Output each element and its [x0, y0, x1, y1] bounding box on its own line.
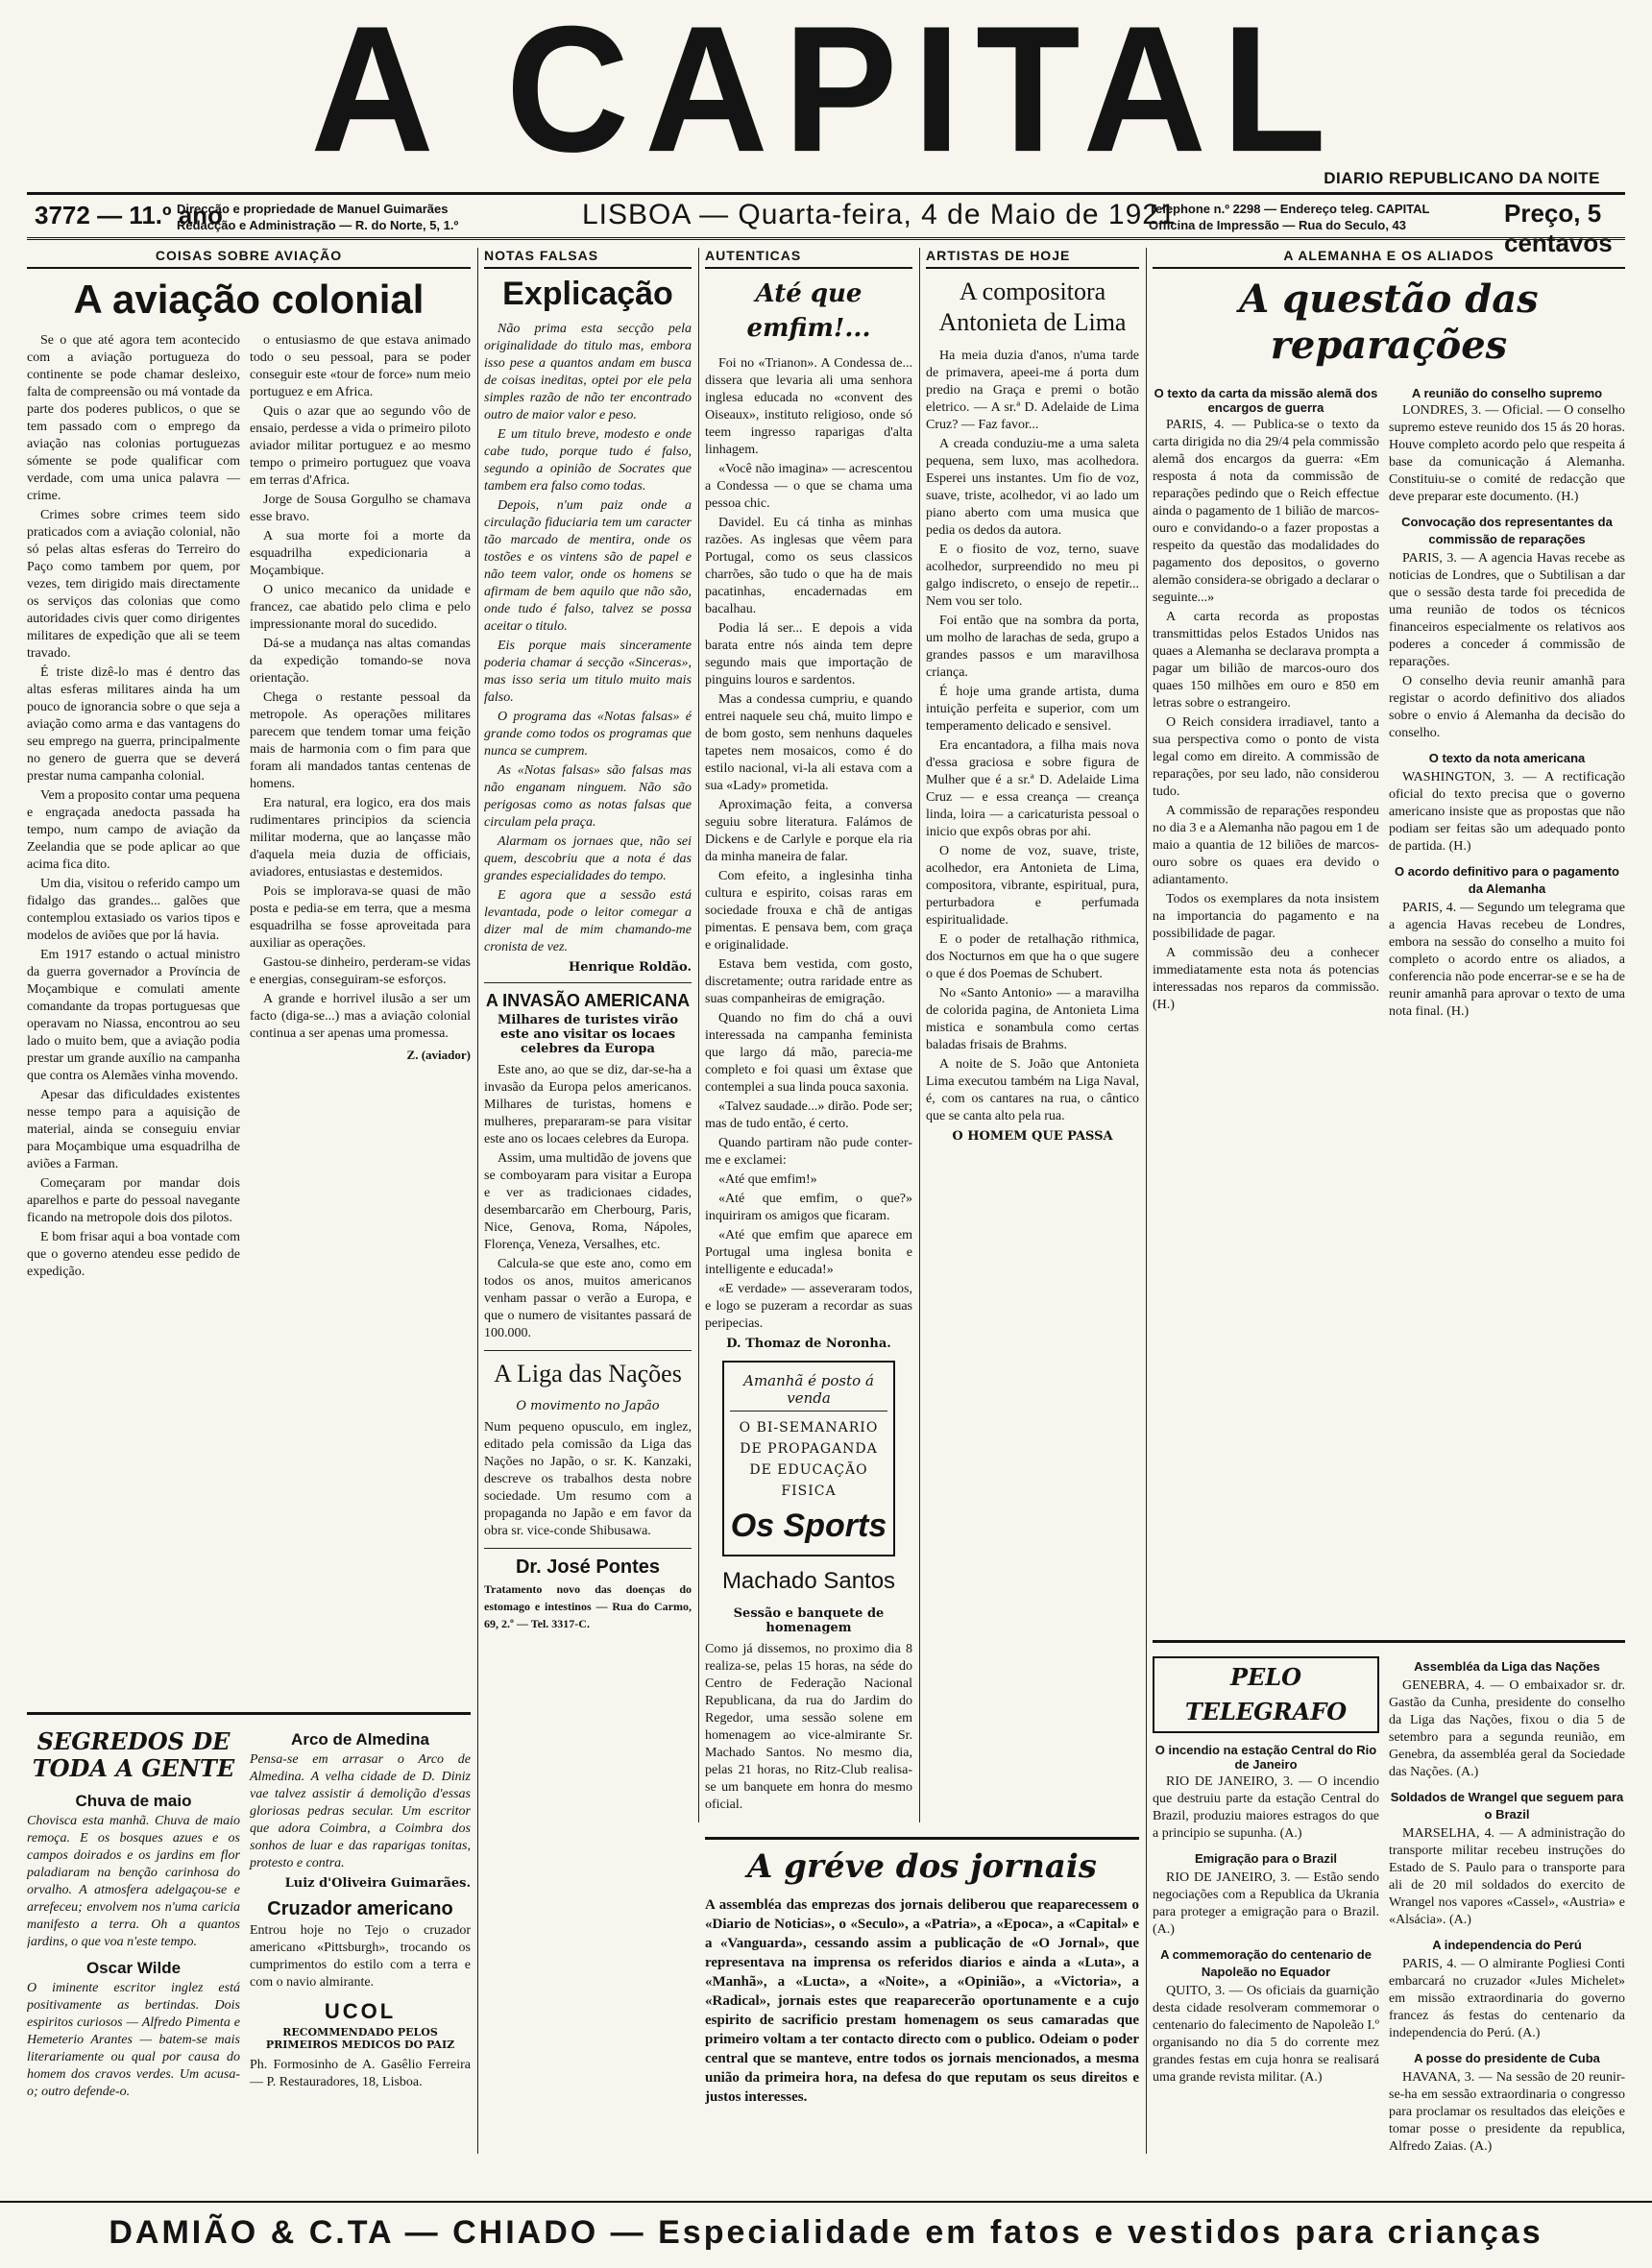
- paragraph: Um dia, visitou o referido campo um fidalgo das grandes... galões que contemplou extasiado os varios tipos e modelos de aviões que por lá havia.: [27, 877, 240, 943]
- ucol-body: Ph. Formosinho de A. Gasêlio Ferreira — P. Restauradores, 18, Lisboa.: [250, 2058, 471, 2089]
- bottom-advertisement: DAMIÃO & C.TA — CHIADO — Especialidade em fatos e vestidos para crianças: [109, 2214, 1543, 2251]
- paragraph: Mas a condessa cumpriu, e quando entrei naquele seu chá, muito limpo e de bom gosto, sem nenhuns daqueles tapetes nem mosaicos, como é do estilo nacional, vi-la ali estava com a sua «Lady» prometida.: [705, 692, 912, 793]
- article-body: [926, 348, 1139, 1125]
- paragraph: Começaram por mandar dois aparelhos e parte do pessoal navegante ficando na metropole dois dos pilotos.: [27, 1176, 240, 1225]
- section-label: ARTISTAS DE HOJE: [926, 248, 1139, 269]
- telegrafo-title: PELO TELEGRAFO: [1153, 1656, 1379, 1733]
- segredos-title: SEGREDOS DE TODA A GENTE: [32, 1727, 235, 1782]
- chuva-head: Chuva de maio: [75, 1792, 192, 1810]
- paragraph: O conselho devia reunir amanhã para registar o acordo definitivo dos aliados sobre o envio á Alemanha da decisão do conselho.: [1389, 674, 1625, 740]
- paragraph: WASHINGTON, 3. — A rectificação oficial do texto precisa que o governo americano insiste que as propostas que não podiam ser feitas são um adequado ponto de partida. (H.): [1389, 770, 1625, 854]
- paragraph: Aproximação feita, a conversa seguiu sobre literatura. Falámos de Dickens e de Carlyle e porque ela ria da minha maneira de falar.: [705, 798, 912, 864]
- paragraph: A carta recorda as propostas transmittidas pelos Estados Unidos nas quaes a Alemanha se declarava prompta a pagar um bilião de marcos-ouro dos quaes 150 milhões em ouro e 850 em letras sobre o estrangeiro.: [1153, 610, 1379, 711]
- ad-brand: Os Sports: [730, 1508, 887, 1544]
- sports-ad-box: [722, 1361, 895, 1556]
- paragraph: É triste dizê-lo mas é dentro das altas esferas militares ainda ha um pouco de ignorancia sobre o que seja a aviação como arma e das vantagens do seu emprego na guerra, principalmente no genero de guerra que se deverá prestar numa campanha colonial.: [27, 665, 240, 784]
- divider: [1153, 1640, 1625, 1643]
- issue-date: LISBOA — Quarta-feira, 4 de Maio de 1921: [582, 199, 1177, 230]
- divider: [484, 1350, 692, 1351]
- headline-ate-que-emfim: Até que emfim!...: [746, 279, 871, 343]
- segredos-section: [27, 1704, 471, 2194]
- headline-greve: A gréve dos jornais: [747, 1847, 1097, 1886]
- ucol-sub: RECOMMENDADO PELOS PRIMEIROS MEDICOS DO PAIZ: [265, 2026, 455, 2051]
- headline-reparacoes: A questão das reparações: [1239, 277, 1539, 368]
- pontes-sub: Tratamento novo das doenças do estomago e intestinos — Rua do Carmo, 69, 2.º — Tel. 3317-C.: [484, 1582, 692, 1630]
- article-signature: O HOMEM QUE PASSA: [952, 1129, 1113, 1144]
- article-body-wrap: [27, 332, 471, 1283]
- banner-rule: [0, 2201, 1652, 2203]
- issue-number: 3772 — 11.º ano: [35, 201, 223, 229]
- liga-sub: O movimento no Japão: [516, 1399, 660, 1413]
- subhead: O texto da nota americana: [1428, 751, 1586, 765]
- cruzador-body: Entrou hoje no Tejo o cruzador americano «Pittsburgh», trocando os cumprimentos do estilo com a terra e com o navio almirante.: [250, 1923, 471, 1990]
- subhead: Assembléa da Liga das Nações: [1414, 1659, 1600, 1674]
- liga-body: Num pequeno opusculo, em inglez, editado pela comissão da Liga das Nações no Japão, o sr. K. Kanzaki, descreve os trabalhos desta nobre sociedade. Um resumo com a propaganda no Japão e em favor da obra sr. vice-conde Shibusawa.: [484, 1420, 692, 1538]
- arco-head: Arco de Almedina: [291, 1730, 429, 1749]
- divider: [705, 1837, 1139, 1840]
- article-alemanha: [1153, 248, 1625, 1626]
- paragraph: PARIS, 4. — Publica-se o texto da carta dirigida no dia 29/4 pela commissão alemã dos encargos da guerra: «Em resposta á nota da commissão de reparações pedindo que o Reich effectue ainda o pagamento de 1 bilião de marcos-ouro e convidando-o a fazer propostas a respeito da questão das modalidades do pagamento dos depositos, o governo alemão considera-se obrigado a declarar o seguinte...»: [1153, 418, 1379, 605]
- paragraph: RIO DE JANEIRO, 3. — O incendio que destruiu parte da estação Central do Brazil, produziu maiores estragos do que a principio se supunha. (A.): [1153, 1774, 1379, 1841]
- invasion-head: A INVASÃO AMERICANA: [485, 991, 691, 1010]
- divider: [484, 982, 692, 983]
- paragraph: Gastou-se dinheiro, perderam-se vidas e energias, conseguiram-se esforços.: [250, 955, 471, 987]
- alemanha-left: [1153, 378, 1379, 1023]
- telegrafo-left: [1153, 1651, 1379, 2158]
- carta-head: O texto da carta da missão alemã dos encargos de guerra: [1154, 386, 1378, 415]
- article-notas-falsas: [484, 248, 692, 2144]
- paragraph: A commissão de reparações respondeu no dia 3 e a Alemanha não pagou em 1 de maio a quantia de 12 biliões de marcos-ouro sobre os quaes era devido o adiantamento.: [1153, 804, 1379, 887]
- article-signature: Henrique Roldão.: [568, 960, 692, 975]
- paragraph: A noite de S. João que Antonieta Lima executou também na Liga Naval, é, com os cantares na rua, o cântico que se canta alto pela rua.: [926, 1057, 1139, 1123]
- paragraph: Crimes sobre crimes teem sido praticados com a aviação colonial, não só pelas altas esferas do Terreiro do Paço como tambem por quem, por vezes, tem dirigido mais directamente os serviços das colonias que como autoridades civis quer como dirigentes militares de expedição que ali se teem travado.: [27, 508, 240, 661]
- paragraph: As «Notas falsas» são falsas mas não enganam ninguem. Não são perigosas como as notas falsas que circulam pela praça.: [484, 763, 692, 830]
- column-rule: [698, 248, 699, 1822]
- section-label: NOTAS FALSAS: [484, 248, 692, 269]
- paragraph: Não prima esta secção pela originalidade do titulo mas, embora isso pese a quantos andam em busca de coisas ineditas, optei por ele pela simples razão de não ter encontrado outro de maior valor e peso.: [484, 322, 692, 422]
- paragraph: O nome de voz, suave, triste, acolhedor, era Antonieta de Lima, compositora, vibrante, espiritual, pura, perturbadora e perfumada espiritualidade.: [926, 844, 1139, 928]
- subhead: Soldados de Wrangel que seguem para o Brazil: [1390, 1790, 1624, 1822]
- liga-head: A Liga das Nações: [494, 1360, 682, 1387]
- article-signature: Z. (aviador): [406, 1048, 471, 1062]
- segredos-left: [27, 1723, 240, 2101]
- paragraph: Todos os exemplares da nota insistem na importancia do pagamento e na possibilidade de pagar.: [1153, 892, 1379, 941]
- telegrafo-right-body: [1389, 1658, 1625, 2156]
- carta-body: [1153, 417, 1379, 1014]
- paragraph: «Até que emfim, o que?» inquiriram os amigos que ficaram.: [705, 1192, 912, 1223]
- oscar-head: Oscar Wilde: [85, 1959, 182, 1977]
- telegrafo-body: [1153, 1773, 1379, 2087]
- paragraph: QUITO, 3. — Os oficiais da guarnição desta cidade resolveram commemorar o centenario do falecimento de Napoleão I.º organisando no dia 5 do corrente mez grandes festas em cuja honra se realisará uma grande revista militar. (A.): [1153, 1984, 1379, 2085]
- machado-body: Como já dissemos, no proximo dia 8 realiza-se, pelas 15 horas, na séde do Centro de Federação Nacional Republicana, da rua do Jardim do Regedor, uma sessão solene em homenagem ao vice-almirante Sr. Machado Santos. No mesmo dia, pelas 21 horas, no Ritz-Club realisa-se um banquete em honra do mesmo oficial.: [705, 1642, 912, 1812]
- paragraph: Davidel. Eu cá tinha as minhas razões. As inglesas que vêem para Portugal, como os seus classicos charrões, são tudo o que ha de mais pacatinhas, encadernadas em bacalhau.: [705, 516, 912, 616]
- greve-body: A assembléa das emprezas dos jornais deliberou que reaparecessem o «Diario de Noticias», o «Seculo», a «Patria», a «Epoca», a «Capital» e a «Vanguarda», cessando assim a publicação de «O Jornal», que representava na imprensa os referidos diarios e ainda a «Luta», a «Manhã», a «Lucta», a «Noite», a «Opinião», a «Victoria», a «Radical», jornais estes que reaparecerão oportunamente e a cujo espirito de sacrificio prestam homenagem os seus camaradas que primeiro voltam a ter contacto directo com o publico. Odeiam o poder central que se manteve, entre todos os jornais mencionados, a mesma união da primeira hora, na defesa do que reputam os seus direitos e justos interesses.: [705, 1897, 1139, 2105]
- paragraph: Se o que até agora tem acontecido com a aviação portugueza do continente se pode chamar desleixo, falta de compreensão ou má vontade da parte dos poderes publicos, o que se tem passado com o emprego da aviação nas colonias portuguezas sómente se pode qualificar com verdade, com uma unica palavra — crime.: [27, 333, 240, 503]
- alemanha-wrap: [1153, 378, 1625, 1023]
- article-greve: [705, 1829, 1139, 2194]
- divider: [27, 1712, 471, 1715]
- section-label: A ALEMANHA E OS ALIADOS: [1153, 248, 1625, 269]
- paragraph: Era natural, era logico, era dos mais rudimentares principios da sciencia militar moderna, que ao lançasse mão d'aquela meia duzia de officiais, aviadores, entusiastas e destemidos.: [250, 796, 471, 880]
- paragraph: HAVANA, 3. — Na sessão de 20 reunir-se-ha em sessão extraordinaria o congresso para proclamar os resultados das eleições e tomar posse o presidente da republica, Alfredo Zaias. (A.): [1389, 2070, 1625, 2154]
- invasion-sub: Milhares de turistes virão este ano visitar os locaes celebres da Europa: [497, 1013, 679, 1056]
- subhead: A independencia do Perú: [1432, 1938, 1582, 1952]
- newspaper-subtitle: DIARIO REPUBLICANO DA NOITE: [1324, 169, 1600, 187]
- subhead: Emigração para o Brazil: [1194, 1851, 1338, 1866]
- paragraph: O Reich considera irradiavel, tanto a sua perspectiva como o ponto de vista legal como em direito. A commissão de reparações, por seu lado, não considerou tudo.: [1153, 715, 1379, 799]
- paragraph: «E verdade» — asseveraram todos, e logo se puzeram a recordar as suas peripecias.: [705, 1282, 912, 1331]
- price: Preço, 5 centavos: [1504, 199, 1613, 257]
- paragraph: Pois se implorava-se quasi de mão posta e pedia-se em terra, que a mesma esquadrilha se fosse aproveitada para auxiliar as operações.: [250, 884, 471, 951]
- paragraph: Quando partiram não pude conter-me e exclamei:: [705, 1136, 912, 1168]
- paragraph: Calcula-se que este ano, como em todos os anos, muitos americanos venham passar o verão a Europa, e que o numero de visitantes passará de 100.000.: [484, 1257, 692, 1340]
- paragraph: É hoje uma grande artista, duma intuição perfeita e superior, com um temperamento delicado e sensivel.: [926, 685, 1139, 734]
- cruzador-head: Cruzador americano: [267, 1898, 453, 1919]
- telephone-info: [1149, 201, 1430, 233]
- article-body: [27, 332, 240, 1283]
- article-aviacao: [27, 248, 471, 1693]
- column-rule: [1146, 248, 1147, 2154]
- paragraph: A grande e horrivel ilusão a ser um facto (diga-se...) mas a aviação colonial continua a ser apenas uma promessa.: [250, 992, 471, 1041]
- paragraph: A creada conduziu-me a uma saleta pequena, sem luxo, mas acolhedora. Esperei uns instantes. Um fio de voz, suave, triste, acolhedor, vi ao lado um piano aberto com uma musica que pedia os dedos da autora.: [926, 437, 1139, 538]
- segredos-right: [250, 1723, 471, 2101]
- paragraph: Dá-se a mudança nas altas comandas da expedição tomando-se nova orientação.: [250, 637, 471, 686]
- paragraph: Chega o restante pessoal da metropole. As operações militares parecem que tendem tomar uma feição mais de harmonia com o fim para que foram ali mandados tantas centenas de homens.: [250, 690, 471, 791]
- paragraph: Este ano, ao que se diz, dar-se-ha a invasão da Europa pelos americanos. Milhares de turistas, homens e mulheres, prepararam-se para visitar este ano os locaes celebres da Europa.: [484, 1063, 692, 1146]
- segredos-wrap: [27, 1723, 471, 2101]
- paragraph: Vem a proposito contar uma pequena e engraçada anedocta passada ha tempo, num campo de aviação da Zeelandia que se pode aplicar ao que acima fica dito.: [27, 788, 240, 872]
- paragraph: Depois, n'um paiz onde a circulação fiduciaria tem um caracter tão marcado de mentira, onde os tostões e os vintens são de papel e não teem valor, onde os homens se afirmam de bem aquilo que não são, onde tudo é falso, talvez se possa aceitar o titulo.: [484, 498, 692, 634]
- subhead: O acordo definitivo para o pagamento da Alemanha: [1394, 864, 1620, 896]
- conselho-body: [1389, 402, 1625, 1021]
- admin-line: Direcção e propriedade de Manuel Guimarães: [177, 202, 449, 216]
- invasion-body: [484, 1062, 692, 1342]
- subhead: A posse do presidente de Cuba: [1414, 2051, 1600, 2065]
- telephone-line: Telephone n.º 2298 — Endereço teleg. CAPITAL: [1149, 202, 1430, 216]
- column-rule: [477, 248, 478, 2154]
- paragraph: E agora que a sessão está levantada, pode o leitor comegar a dizer mal de mim chamando-me cronista de vez.: [484, 888, 692, 954]
- paragraph: MARSELHA, 4. — A administração do transporte militar recebeu instruções do Estado de S. Paulo para o transporte para ali de 20 mil soldados do exercito de Wrangel nos vapores «Cassel», «Austria» e «Alsácia». (A.): [1389, 1826, 1625, 1927]
- arco-body: Pensa-se em arrasar o Arco de Almedina. A velha cidade de D. Diniz vae talvez assistir á demolição d'essas gloriosas pedras secular. Um escritor que adora Coimbra, a Coimbra dos sonhos de luar e das raparigas tonitas, protesto e contra.: [250, 1752, 471, 1870]
- paragraph: Alarmam os jornaes que, não sei quem, descobriu que a nota é das grandes especialidades do tempo.: [484, 834, 692, 883]
- paragraph: Foi então que na sombra da porta, um molho de larachas de seda, grupo a grandes passos e um maravilhosa criança.: [926, 614, 1139, 680]
- paragraph: «Você não imagina» — acrescentou a Condessa — o que se chama uma pessoa chic.: [705, 462, 912, 511]
- telegrafo-right: [1389, 1651, 1625, 2158]
- paragraph: «Até que emfim!»: [718, 1172, 817, 1187]
- paragraph: E o fiosito de voz, terno, suave acolhedor, surpreendido no meu pi galgo indiscreto, o ensejo de repetir... Nem vou ser tolo.: [926, 543, 1139, 609]
- paragraph: Eis porque mais sinceramente poderia chamar á secção «Sinceras», mas isso seria um titulo muito mais falso.: [484, 639, 692, 705]
- paragraph: A commissão deu a conhecer immediatamente esta nota ás potencias interessadas nos reparos da commissão. (H.): [1153, 946, 1379, 1012]
- conselho-head: A reunião do conselho supremo: [1411, 386, 1603, 400]
- masthead: [0, 0, 1652, 192]
- paragraph: Ha meia duzia d'anos, n'uma tarde de primavera, apeei-me á porta dum predio na Graça e premi o botão eletrico. — A sr.ª D. Adelaide de Lima Cruz? — Faz favor...: [926, 349, 1139, 432]
- paragraph: PARIS, 4. — O almirante Pogliesi Conti embarcará no cruzador «Jules Michelet» em missão extraordinaria do governo francez ás festas do centenario da independencia do Perú. (A.): [1389, 1957, 1625, 2040]
- article-body: [484, 321, 692, 956]
- paragraph: «Até que emfim que aparece em Portugal uma inglesa bonita e intelligente e educada!»: [705, 1228, 912, 1277]
- office-line: Officina de Impressão — Rua do Seculo, 43: [1149, 218, 1407, 232]
- ad-line: O BI-SEMANARIO DE PROPAGANDA DE EDUCAÇÃO FISICA: [739, 1420, 879, 1499]
- paragraph: Quando no fim do chá a ouvi interessada na campanha feminista que largo dá mão, parecia-me completo e foi quasi um êxtase que contemplei a sua linda pouca saxonia.: [705, 1011, 912, 1095]
- newspaper-title: A CAPITAL: [310, 0, 1342, 189]
- paragraph: PARIS, 4. — Segundo um telegrama que a agencia Havas recebeu de Londres, embora na sessão do conselho a muito foi completo o acordo entre os aliados, a conferencia não pode encerrar-se e se ha de reunir amanhã para aprovar o texto de uma nota final. (H.): [1389, 901, 1625, 1019]
- paragraph: Com efeito, a inglesinha tinha cultura e espirito, coisas raras em sociedade frouxa e chã de antigas pimentas. E pensava bem, com graça e originalidade.: [705, 869, 912, 953]
- divider: [484, 1548, 692, 1549]
- paragraph: Assim, uma multidão de jovens que se comboyaram para visitar a Europa e ver as tradicionaes cidades, desembarcarão em Cherbourg, Paris, Nice, Genova, Roma, Nápoles, Florença, Veneza, Versalhes, etc.: [484, 1151, 692, 1252]
- paragraph: PARIS, 3. — A agencia Havas recebe as noticias de Londres, que o Subtilisan a dar que o sessão desta tarde foi precedida de uma reunião de todos os técnicos financeiros especialmente os relativos aos poderes a conceder á commissão de reparações.: [1389, 551, 1625, 669]
- headline-antonieta: A compositora Antonieta de Lima: [938, 277, 1127, 336]
- paragraph: Foi no «Trianon». A Condessa de... dissera que levaria ali uma senhora inglesa educada no «convent des Oiseaux», instituto religioso, onde só teem ingresso raparigas d'alta linhagem.: [705, 356, 912, 457]
- pontes-head: Dr. José Pontes: [515, 1556, 661, 1578]
- paragraph: A sua morte foi a morte da esquadrilha expedicionaria a Moçambique.: [250, 529, 471, 578]
- admin-line: Redacção e Administração — R. do Norte, 5, 1.º: [177, 218, 459, 232]
- paragraph: Jorge de Sousa Gorgulho se chamava esse bravo.: [250, 493, 471, 524]
- paragraph: Em 1917 estando o actual ministro da guerra governador a Província de Moçambique e comulati amente comandante da tropas portuguesas que operavam no Niassa, encontrou ao seu lado o muito bem, que a aviação podia prestar um grande auxílio na campanha que contra os Alemães vinha movendo.: [27, 948, 240, 1083]
- paragraph: LONDRES, 3. — Oficial. — O conselho supremo esteve reunido dos 15 ás 20 horas. Houve completo acordo pelo que respeita á base da comunicação á Alemanha. Constituiu-se o comité de redacção que deve preparar este documento. (H.): [1389, 403, 1625, 504]
- chuva-body: Chovisca esta manhã. Chuva de maio remoça. E os bosques azues e os campos doirados e os jardins em flor paladiaram na benção carinhosa do orvalho. A atmosfera adelgaçou-se e arrefeceu; envolvem nos n'uma caricia manifesto a terra. Oh a quantos jardins, o que voa n'este tempo.: [27, 1814, 240, 1949]
- paragraph: E um titulo breve, modesto e onde cabe tudo, porque tudo é falso, segundo a opinião de Socrates que tambem era falso como todas.: [484, 427, 692, 494]
- paragraph: E bom frisar aqui a boa vontade com que o governo atendeu esse pedido de expedição.: [27, 1230, 240, 1279]
- paragraph: o entusiasmo de que estava animado todo o seu pessoal, para se poder conseguir este «tour de force» num meio portuguez e em Africa.: [250, 333, 471, 399]
- article-telegrafo: [1153, 1632, 1625, 2194]
- article-signature: D. Thomaz de Noronha.: [726, 1337, 891, 1351]
- incendio-head: O incendio na estação Central do Rio de Janeiro: [1154, 1743, 1377, 1772]
- paragraph: E o poder de retalhação rithmica, dos Nocturnos em que ha o que sugere o que é dos Poemas de Schubert.: [926, 932, 1139, 981]
- paragraph: Apesar das dificuldades existentes nesse tempo para a aquisição de material, ainda se conseguiu enviar para Moçambique uma esquadrilha de aviões a Farman.: [27, 1088, 240, 1171]
- paragraph: Era encantadora, a filha mais nova d'essa graciosa e sobre figura de Mulher que é a sr.ª D. Adelaide Lima Cruz — e essa creança — creança linda, loira — a caricaturista pessoal o inicio que expôs obras por ahi.: [926, 738, 1139, 839]
- paragraph: Estava bem vestida, com gosto, discretamente; outra raridade entre as suas companheiras de emigração.: [705, 957, 912, 1006]
- paragraph: «Talvez saudade...» dirão. Pode ser; mas de tudo então, é certo.: [705, 1099, 912, 1131]
- arco-signature: Luiz d'Oliveira Guimarães.: [284, 1876, 471, 1891]
- section-label: COISAS SOBRE AVIAÇÃO: [27, 248, 471, 269]
- paragraph: Quis o azar que ao segundo vôo de ensaio, perdesse a vida o primeiro piloto aviador militar portuguez e ao mesmo tempo o primeiro portuguez que voava em terras d'Africa.: [250, 404, 471, 488]
- paragraph: O programa das «Notas falsas» é grande como todos os programas que nunca se cumprem.: [484, 710, 692, 759]
- headline-aviacao: A aviação colonial: [73, 277, 425, 322]
- ucol-head: UCOL: [324, 1999, 397, 2023]
- article-autenticas: [705, 248, 912, 1822]
- subhead: A commemoração do centenario de Napoleão no Equador: [1160, 1947, 1372, 1979]
- machado-sub: Sessão e banquete de homenagem: [733, 1606, 885, 1635]
- oscar-body: O iminente escritor inglez está positivamente as bertindas. Dois espiritos curiosos — Alfredo Pimenta e Hemeterio Arantes — batem-se mais literariamente ou qual por causa do homem dos cravos verdes. Um acusa-o; outro defende-o.: [27, 1981, 240, 2099]
- paragraph: O unico mecanico da unidade e francez, cae abatido pelo clima e pelo impressionante moral do sucedido.: [250, 583, 471, 632]
- subhead: Convocação dos representantes da commissão de reparações: [1401, 515, 1613, 546]
- paragraph: No «Santo Antonio» — a maravilha de colorida pagina, de Antonieta Lima mistica e sonambula como certas baladas frisais de Brahms.: [926, 986, 1139, 1052]
- paragraph: RIO DE JANEIRO, 3. — Estão sendo negociações com a Republica da Ukrania para proteger a emigração para o Brazil. (A.): [1153, 1870, 1379, 1937]
- article-body-continued: [250, 332, 471, 1283]
- admin-info: [177, 201, 458, 233]
- column-rule: [919, 248, 920, 1822]
- paragraph: GENEBRA, 4. — O embaixador sr. dr. Gastão da Cunha, presidente do conselho da Liga das Nações, fixou o dia 5 de setembro para a segunda reunião, em Genebra, da assembléa geral da Sociedade das Nações. (A.): [1389, 1678, 1625, 1779]
- machado-head: Machado Santos: [721, 1568, 896, 1594]
- article-body: [705, 355, 912, 1333]
- ad-line: Amanhã é posto á venda: [730, 1372, 887, 1411]
- telegrafo-wrap: [1153, 1651, 1625, 2158]
- headline-explicacao: Explicação: [502, 276, 673, 312]
- paragraph: Podia lá ser... E depois a vida barata entre nós ainda tem depre segundo mais que importação de pinguins louros e sardentos.: [705, 621, 912, 688]
- alemanha-right: [1389, 378, 1625, 1023]
- section-label: AUTENTICAS: [705, 248, 912, 269]
- article-artistas: [926, 248, 1139, 1822]
